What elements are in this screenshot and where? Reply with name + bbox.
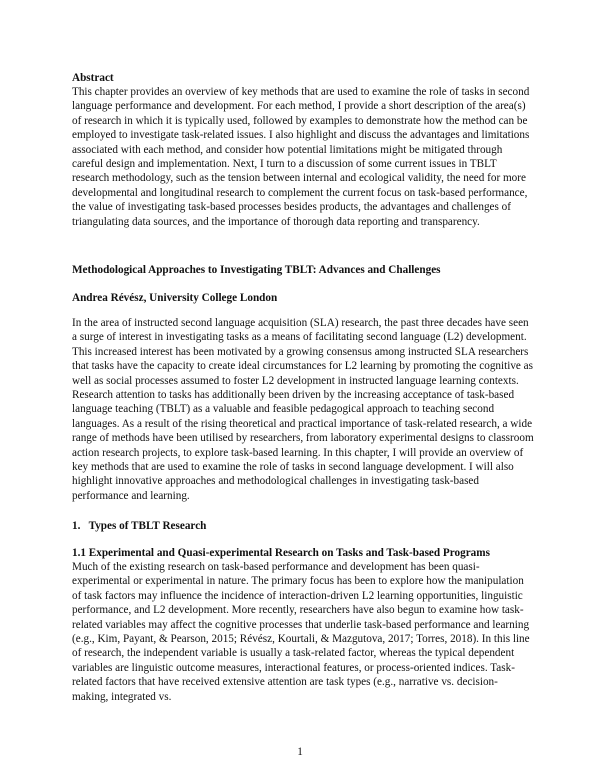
page-number: 1	[297, 746, 303, 758]
author-line: Andrea Révész, University College London	[72, 292, 278, 304]
chapter-title: Methodological Approaches to Investigating TBLT: Advances and Challenges	[72, 264, 441, 276]
section-1-1-paragraph: Much of the existing research on task-based performance and development has been quasi-experimental or experimental in nature. The primary focus has been to explore how the manipulation of task factors may influence the incidence of interaction-driven L2 learning opportunities, linguistic performance, and L2 development. More recently, researchers have also begun to examine how task-related variables may affect the cognitive processes that underlie task-based performance and learning (e.g., Kim, Payant, & Pearson, 2015; Révész, Kourtali, & Mazgutova, 2017; Torres, 2018). In this line of research, the independent variable is usually a task-related factor, whereas the typical dependent variables are linguistic outcome measures, interactional features, or process-oriented indices. Task-related factors that have received extensive attention are task types (e.g., narrative vs. decision-making, integrated vs.	[72, 561, 530, 703]
section-1-1-heading: 1.1 Experimental and Quasi-experimental Research on Tasks and Task-based Programs	[72, 547, 490, 559]
abstract-heading: Abstract	[72, 72, 114, 84]
section-1-heading: 1. Types of TBLT Research	[72, 520, 207, 532]
abstract-paragraph: This chapter provides an overview of key methods that are used to examine the role of tasks in second language performance and development. For each method, I provide a short description of the area(s) of research in which it is typically used, followed by examples to demonstrate how the method can be employed to investigate task-related issues. I also highlight and discuss the advantages and limitations associated with each method, and consider how potential limitations might be mitigated through careful design and implementation. Next, I turn to a discussion of some current issues in TBLT research methodology, such as the tension between internal and ecological validity, the need for more developmental and longitudinal research to complement the current focus on task-based performance, the value of investigating task-based processes besides products, the advantages and challenges of triangulating data sources, and the importance of thorough data reporting and transparency.	[72, 86, 530, 228]
introduction-paragraph: In the area of instructed second language acquisition (SLA) research, the past three decades have seen a surge of interest in investigating tasks as a means of facilitating second language (L2) development. This increased interest has been motivated by a growing consensus among instructed SLA researchers that tasks have the capacity to create ideal circumstances for L2 learning by promoting the cognitive as well as social processes assumed to foster L2 development in instructed language learning contexts. Research attention to tasks has additionally been driven by the increasing acceptance of task-based language teaching (TBLT) as a valuable and feasible pedagogical approach to teaching second languages. As a result of the rising theoretical and practical importance of task-related research, a wide range of methods have been utilised by researchers, from laboratory experimental designs to classroom action research projects, to explore task-based learning. In this chapter, I will provide an overview of key methods that are used to examine the role of tasks in second language development. I will also highlight innovative approaches and methodological challenges in investigating task-based performance and learning.	[72, 317, 534, 502]
